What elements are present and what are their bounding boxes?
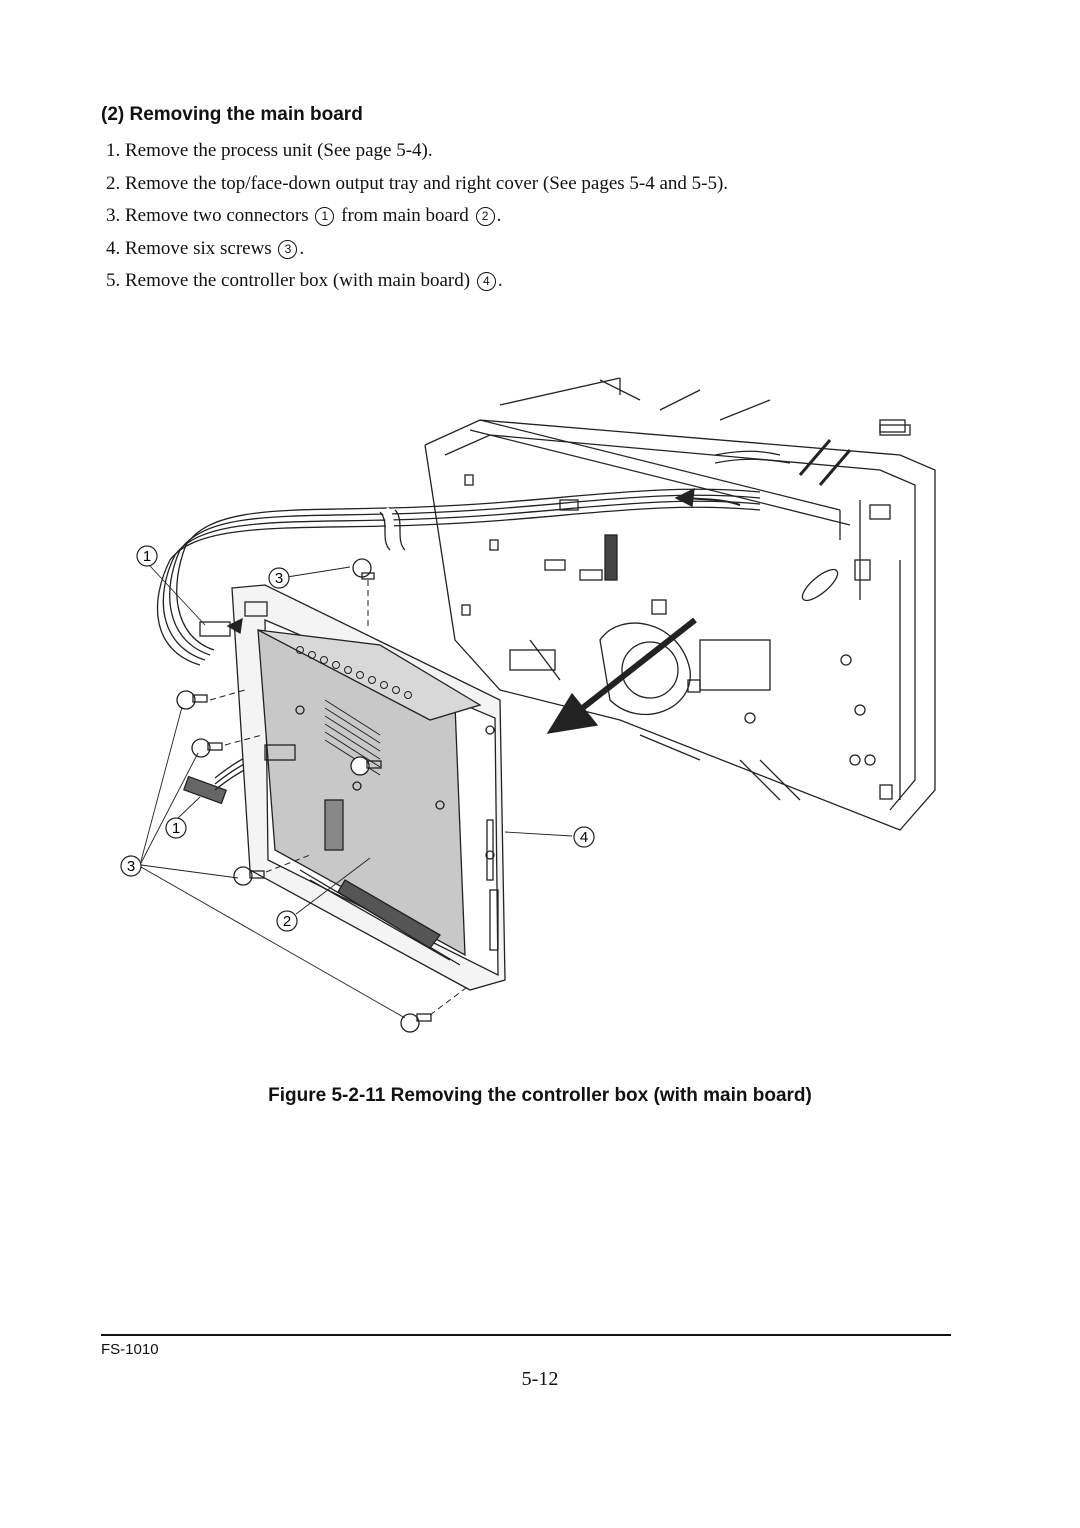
callout-ref-screws: 3 <box>278 240 297 259</box>
figure-caption: Figure 5-2-11 Removing the controller box (with main board) <box>268 1085 812 1106</box>
callout-2 <box>277 911 297 931</box>
step-text: Remove two connectors <box>125 205 309 226</box>
step-2 <box>106 171 728 204</box>
callout-label: 2 <box>282 913 292 930</box>
step-text: Remove six screws <box>125 237 272 259</box>
footer-model: FS-1010 <box>101 1341 159 1358</box>
step-5 <box>106 268 728 301</box>
step-end: . <box>497 270 503 291</box>
callout-label: 3 <box>274 570 284 587</box>
controller-box <box>232 585 505 990</box>
callout-3-bottom <box>121 856 141 876</box>
section-title: (2) Removing the main board <box>101 104 363 125</box>
step-3 <box>106 203 728 236</box>
step-end: . <box>496 205 502 226</box>
removal-arrow <box>548 620 695 733</box>
screw-bottom <box>401 1014 431 1032</box>
step-4 <box>106 236 728 269</box>
procedure-steps <box>106 138 728 301</box>
screw-left-1 <box>177 691 207 709</box>
screw-top <box>353 559 374 579</box>
callout-ref-main-board: 2 <box>476 207 495 226</box>
callout-1-bottom <box>166 818 186 838</box>
callout-label: 4 <box>579 829 589 846</box>
step-number: 2. <box>106 172 121 194</box>
step-1 <box>106 138 728 171</box>
step-end: . <box>299 237 305 259</box>
step-number: 4. <box>106 237 121 259</box>
footer-rule <box>101 1334 951 1336</box>
step-number: 1. <box>106 140 121 161</box>
callout-label: 1 <box>171 820 181 837</box>
screw-left-2 <box>192 739 222 757</box>
controller-box-illustration <box>100 360 960 1050</box>
callout-1-top <box>137 546 157 566</box>
step-text-mid: from main board <box>341 205 469 226</box>
callout-label: 1 <box>142 548 152 565</box>
step-text: Remove the top/face-down output tray and right cover (See pages 5-4 and 5-5). <box>125 172 729 194</box>
cable-direction-arrow <box>676 489 740 506</box>
callout-ref-controller-box: 4 <box>477 272 496 291</box>
page-number: 5-12 <box>521 1368 559 1390</box>
callout-ref-connector: 1 <box>315 207 334 226</box>
step-text: Remove the process unit (See page 5-4). <box>125 140 433 161</box>
step-number: 5. <box>106 270 121 291</box>
step-number: 3. <box>106 205 121 226</box>
callout-label: 3 <box>126 858 136 875</box>
step-text: Remove the controller box (with main board) <box>125 270 471 291</box>
callout-4 <box>574 827 594 847</box>
callout-3-top <box>269 568 289 588</box>
